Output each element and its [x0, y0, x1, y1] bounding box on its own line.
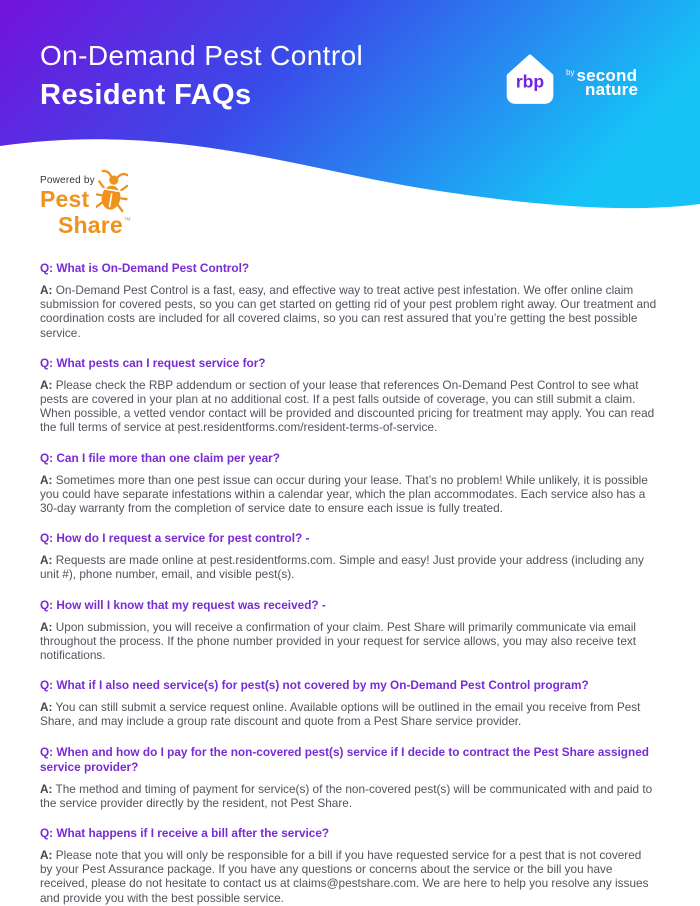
bug-icon — [96, 170, 128, 213]
faq-list — [40, 245, 657, 905]
header-titles — [40, 40, 363, 111]
faq-question: Q: How do I request a service for pest control? - — [40, 531, 310, 546]
answer-prefix: A: — [40, 283, 53, 297]
answer-prefix: A: — [40, 472, 53, 487]
page-title: On-Demand Pest Control — [40, 40, 364, 71]
faq-answer — [40, 553, 657, 581]
faq-question: Q: What if I also need service(s) for pest(s) not covered by my On-Demand Pest Control program? — [40, 678, 589, 693]
faq-item — [40, 451, 657, 516]
faq-question: Q: Can I file more than one claim per year? — [40, 450, 280, 465]
faq-answer — [40, 782, 657, 810]
trademark-symbol: ™ — [122, 216, 132, 225]
answer-text: On-Demand Pest Control is a fast, easy, and effective way to treat active pest infestation. We offer online claim submission for covered pests, so you can get started on getting rid of your pest problem right away. Our treatment and coordination costs are included for all covered claims, so you can rest assured that you’re getting the best possible service. — [40, 283, 657, 340]
rbp-house-icon — [501, 48, 559, 110]
faq-answer — [40, 378, 657, 435]
faq-question: Q: What pests can I request service for? — [40, 355, 266, 370]
faq-question: Q: What is On-Demand Pest Control? — [40, 261, 250, 275]
faq-item — [40, 598, 657, 663]
faq-answer — [40, 700, 657, 728]
answer-prefix: A: — [40, 848, 53, 863]
answer-prefix: A: — [40, 700, 53, 715]
faq-item — [40, 531, 657, 581]
brand-word-nature: nature — [585, 80, 639, 99]
answer-prefix: A: — [40, 553, 53, 568]
faq-question: Q: When and how do I pay for the non-covered pest(s) service if I decide to contract the Pest Share assigned service provider? — [40, 744, 649, 774]
faq-item — [40, 356, 657, 435]
answer-text: Please check the RBP addendum or section of your lease that references On-Demand Pest Control to see what pests are covered in your plan at no additional cost. If a pest falls outside of coverage, you can still submit a claim. When possible, a vetted vendor contact will be provided and discounted pricing for treatment may apply. You can read the full terms of service at pest.residentforms.com/resident-terms-of-service. — [40, 377, 655, 435]
second-nature-wordmark — [566, 65, 638, 97]
answer-prefix: A: — [40, 377, 53, 392]
answer-text: Please note that you will only be responsible for a bill if you have requested service for a pest that is not covered by your Pest Assurance package. If you have any questions or concerns about the service or the bill you have received, please do not hesitate to contact us at claims@pestshare.com. We are here to help you resolve any issues and provide you with the best possible service. — [40, 848, 649, 905]
answer-prefix: A: — [40, 619, 53, 634]
rbp-second-nature-logo — [501, 48, 638, 110]
faq-answer — [40, 473, 657, 516]
faq-item — [40, 745, 657, 810]
faq-question: Q: What happens if I receive a bill after the service? — [40, 826, 330, 841]
answer-text: Upon submission, you will receive a confirmation of your claim. Pest Share will primarily communicate via email throughout the process. If the phone number provided in your request for service allows, you may also receive text notifications. — [40, 619, 637, 663]
by-label: by — [566, 68, 575, 77]
rbp-logo-text: rbp — [515, 71, 545, 92]
answer-text: The method and timing of payment for service(s) of the non-covered pest(s) will be communicated with and paid to the service provider directly by the resident, not Pest Share. — [40, 781, 653, 810]
pestshare-word-pest: Pest — [40, 186, 90, 212]
brand-word-second: second — [576, 66, 638, 85]
pest-share-logo — [40, 175, 170, 237]
faq-answer — [40, 848, 657, 905]
answer-text: Requests are made online at pest.residentforms.com. Simple and easy! Just provide your address (including any unit #), phone number, email, and visible pest(s). — [40, 553, 644, 582]
faq-answer — [40, 620, 657, 663]
faq-item — [40, 826, 657, 905]
powered-by-label: Powered by — [40, 175, 95, 186]
faq-item — [40, 678, 657, 728]
pestshare-word-share-text: Share — [58, 212, 123, 238]
answer-text: Sometimes more than one pest issue can occur during your lease. That’s no problem! While unlikely, it is possible you could have separate infestations within a calendar year, which the plan accommodates. Each service also has a 30-day warranty from the completion of service date to ensure each issue is fully treated. — [40, 472, 648, 516]
page-subtitle: Resident FAQs — [40, 79, 252, 111]
faq-item — [40, 261, 657, 340]
answer-text: You can still submit a service request online. Available options will be outlined in the email you receive from Pest Share, and may include a group rate discount and quote from a Pest Share service provider. — [40, 700, 641, 729]
pestshare-word-share — [58, 210, 170, 236]
faq-question: Q: How will I know that my request was received? - — [40, 597, 326, 612]
faq-answer — [40, 283, 657, 340]
answer-prefix: A: — [40, 781, 53, 796]
